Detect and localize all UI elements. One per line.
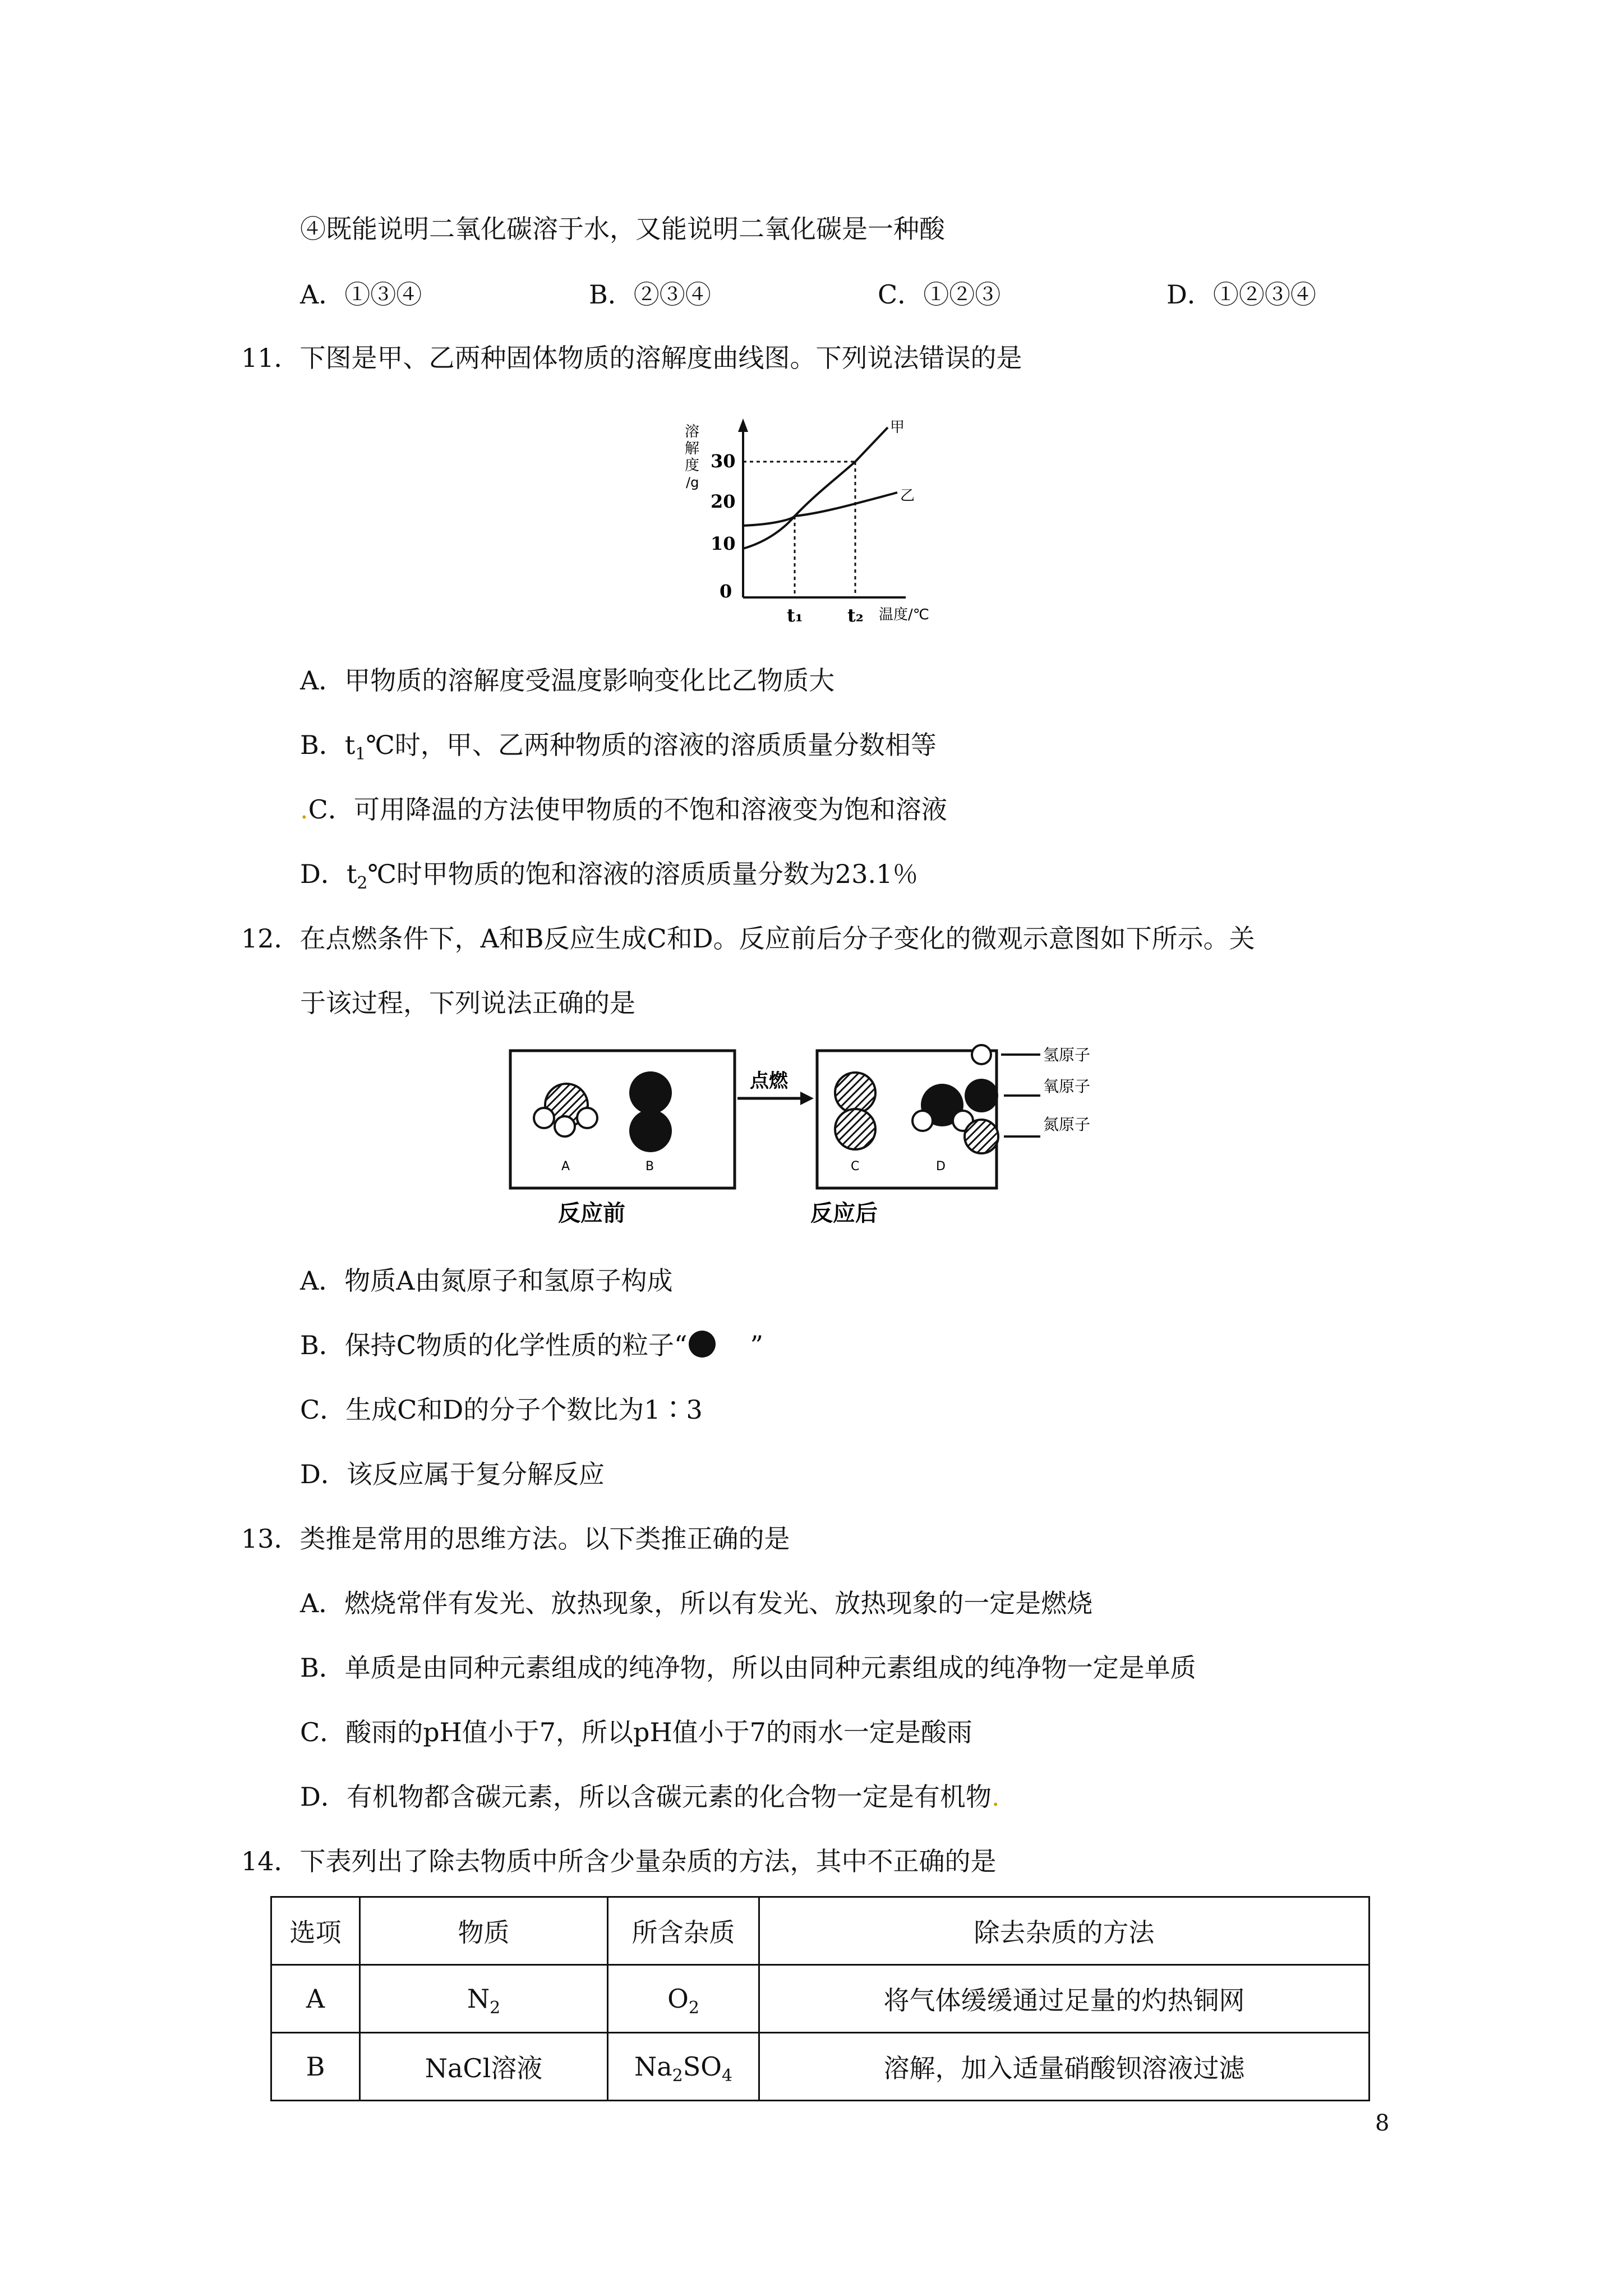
after-caption: 反应后: [810, 1200, 878, 1226]
q11-option-b-pre: B．t: [300, 730, 356, 760]
series-label-jia: 甲: [890, 419, 905, 436]
q11-option-d: [300, 857, 918, 891]
ytick-30: 30: [711, 450, 736, 472]
formula-subscript: 2: [688, 1998, 699, 2018]
legend-hydrogen-label: 氢原子: [1043, 1046, 1091, 1064]
q11-option-b: [300, 728, 937, 762]
hydrogen-atom-a1: [534, 1108, 554, 1128]
page-number: 8: [1375, 2110, 1390, 2136]
cell-method: 溶解，加入适量硝酸钡溶液过滤: [759, 2033, 1370, 2101]
q11-option-c-dot: .: [300, 794, 308, 825]
cell-substance: [360, 1965, 608, 2033]
q10-option-d: D．①②③④: [1166, 279, 1316, 310]
formula-main: Na: [634, 2051, 672, 2082]
reaction-diagram-figure: [508, 1042, 1136, 1244]
q13-option-d-dot: .: [991, 1782, 1000, 1812]
oxygen-molecule-icon: [689, 1331, 716, 1358]
cell-impurity: [608, 2033, 759, 2101]
q12-option-b: [300, 1328, 763, 1362]
q11-option-d-post: ℃时甲物质的饱和溶液的溶质质量分数为23.1％: [367, 859, 919, 889]
q10-item4: ④既能说明二氧化碳溶于水，又能说明二氧化碳是一种酸: [300, 214, 945, 244]
ytick-10: 10: [711, 533, 736, 554]
header-substance: 物质: [360, 1897, 608, 1965]
curve-jia: [743, 427, 888, 549]
xlabel: 温度/℃: [879, 606, 929, 623]
q10-option-c: C．①②③: [878, 279, 1001, 310]
q13-stem: 13．类推是常用的思维方法。以下类推正确的是: [241, 1524, 790, 1554]
q12-option-c: C．生成C和D的分子个数比为1∶3: [300, 1395, 703, 1425]
label-b: B: [645, 1159, 654, 1174]
table-header-row: [271, 1897, 1370, 1965]
formula-main: N: [467, 1984, 490, 2014]
q11-option-d-sub: 2: [357, 873, 368, 893]
q10-option-b: B．②③④: [589, 279, 711, 310]
nitrogen-atom-c1: [835, 1073, 875, 1113]
cell-impurity: [608, 1965, 759, 2033]
q12-stem-line2: 于该过程，下列说法正确的是: [300, 988, 635, 1018]
xtick-t2: t₂: [847, 605, 864, 623]
q11-option-b-post: ℃时，甲、乙两种物质的溶液的溶质质量分数相等: [366, 730, 937, 760]
q11-option-c-text: C．可用降温的方法使甲物质的不饱和溶液变为饱和溶液: [308, 794, 947, 825]
ytick-20: 20: [711, 491, 736, 512]
y-axis-arrow: [738, 418, 748, 432]
ignite-label: 点燃: [750, 1070, 788, 1092]
legend-oxygen-symbol: [965, 1079, 998, 1112]
ylabel-char-1: 溶: [685, 424, 700, 440]
q11-option-a: A．甲物质的溶解度受温度影响变化比乙物质大: [300, 665, 835, 696]
curve-yi: [743, 493, 897, 526]
cell-option: B: [271, 2033, 360, 2101]
label-c: C: [851, 1159, 860, 1174]
q12-option-d: D．该反应属于复分解反应: [300, 1459, 605, 1489]
q11-option-c: [300, 793, 947, 826]
ylabel-char-3: 度: [685, 457, 700, 474]
q10-option-a: A．①③④: [300, 279, 422, 310]
formula-main: O: [667, 1984, 689, 2014]
q12-option-b-post: ”: [750, 1330, 764, 1360]
q12-option-a: A．物质A由氮原子和氢原子构成: [300, 1266, 673, 1296]
cell-substance: NaCl溶液: [360, 2033, 608, 2101]
legend-nitrogen-symbol: [965, 1120, 998, 1153]
q13-option-a: A．燃烧常伴有发光、放热现象，所以有发光、放热现象的一定是燃烧: [300, 1588, 1093, 1618]
hydrogen-atom-a2: [555, 1116, 575, 1137]
label-d: D: [936, 1159, 946, 1174]
series-label-yi: 乙: [900, 487, 915, 504]
header-impurity: 所含杂质: [608, 1897, 759, 1965]
hydrogen-atom-a3: [577, 1108, 597, 1128]
q11-stem: 11．下图是甲、乙两种固体物质的溶解度曲线图。下列说法错误的是: [241, 343, 1022, 373]
table-row: [271, 1965, 1370, 2033]
cell-option: A: [271, 1965, 360, 2033]
reaction-arrowhead: [800, 1092, 814, 1105]
ytick-0: 0: [720, 581, 732, 602]
before-caption: 反应前: [558, 1200, 625, 1226]
q13-option-b: B．单质是由同种元素组成的纯净物，所以由同种元素组成的纯净物一定是单质: [300, 1653, 1196, 1683]
q14-stem: 14．下表列出了除去物质中所含少量杂质的方法，其中不正确的是: [241, 1846, 997, 1876]
q12-stem-line1: 12．在点燃条件下，A和B反应生成C和D。反应前后分子变化的微观示意图如下所示。关: [241, 923, 1255, 954]
legend-hydrogen-symbol: [972, 1045, 991, 1064]
q12-option-b-pre: B．保持C物质的化学性质的粒子“: [300, 1330, 688, 1360]
formula-subscript: 2: [672, 2066, 683, 2086]
q13-option-d: [300, 1780, 1000, 1814]
xtick-t1: t₁: [787, 605, 803, 623]
cell-method: 将气体缓缓通过足量的灼热铜网: [759, 1965, 1370, 2033]
table-row: [271, 2033, 1370, 2101]
legend-oxygen-label: 氧原子: [1043, 1077, 1091, 1096]
ylabel-unit: /g: [686, 475, 699, 490]
q13-option-c: C．酸雨的pH值小于7，所以pH值小于7的雨水一定是酸雨: [300, 1717, 972, 1747]
oxygen-atom-b2: [629, 1110, 672, 1152]
hydrogen-atom-d1: [912, 1111, 933, 1131]
header-method: 除去杂质的方法: [759, 1897, 1370, 1965]
ylabel-char-2: 解: [685, 440, 700, 457]
nitrogen-atom-c2: [835, 1109, 875, 1149]
q11-option-b-sub: 1: [355, 744, 366, 764]
oxygen-atom-b1: [629, 1071, 672, 1114]
label-a: A: [561, 1159, 570, 1174]
q11-option-d-pre: D．t: [300, 859, 357, 889]
header-option: 选项: [271, 1897, 360, 1965]
formula-subscript: 2: [490, 1998, 501, 2018]
formula-subscript: 4: [721, 2066, 733, 2086]
legend-nitrogen-label: 氮原子: [1043, 1115, 1091, 1134]
solubility-curve-figure: [670, 415, 962, 623]
impurity-table: [270, 1896, 1370, 2101]
formula-main: SO: [683, 2051, 722, 2082]
q13-option-d-text: D．有机物都含碳元素，所以含碳元素的化合物一定是有机物: [300, 1782, 992, 1812]
